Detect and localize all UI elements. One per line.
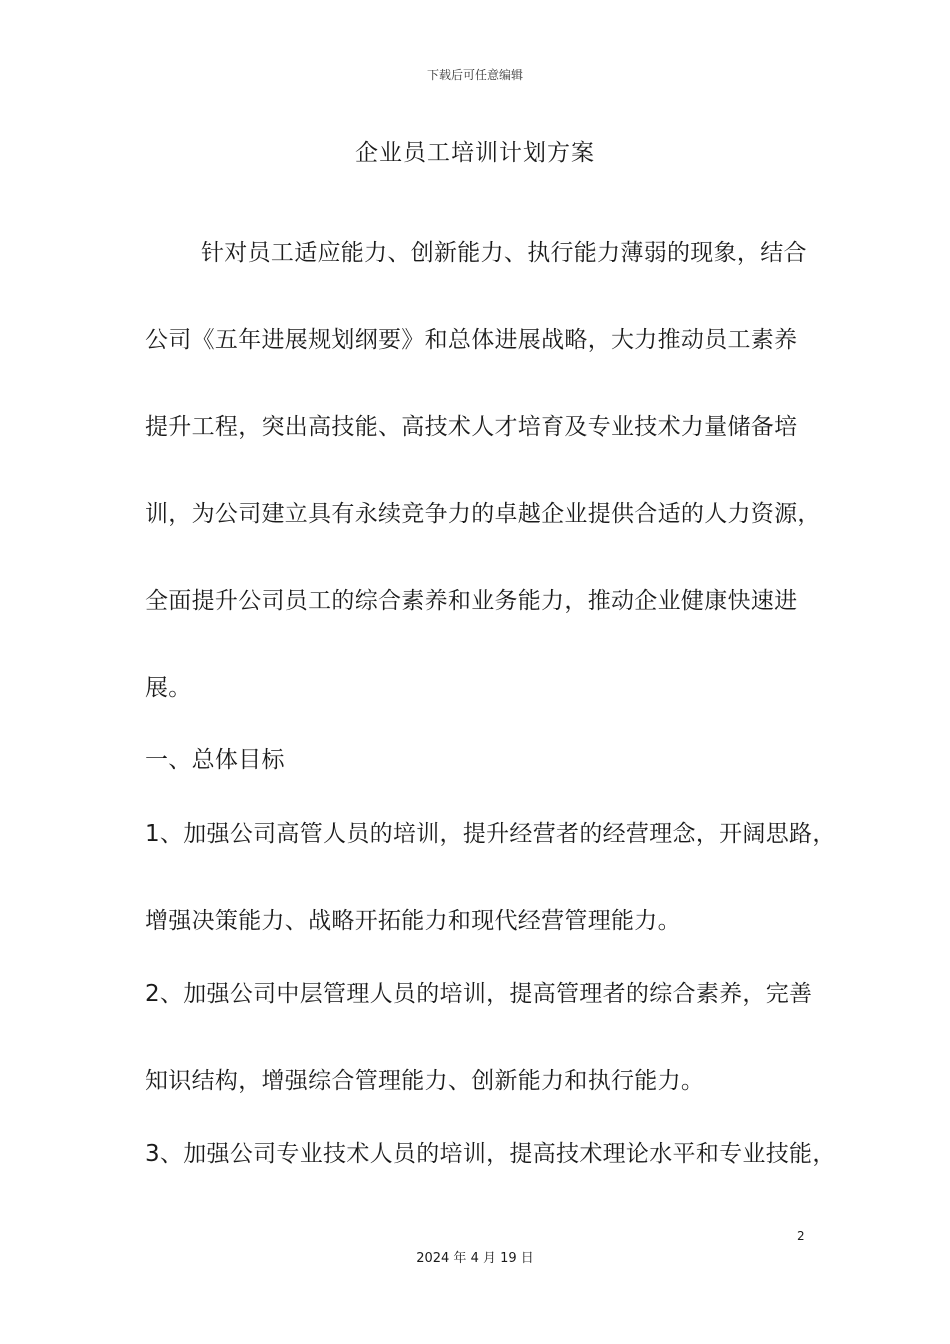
page-number: 2 — [797, 1229, 805, 1243]
page-header-note: 下载后可任意编辑 — [426, 68, 523, 82]
list-item-line: 3、加强公司专业技术人员的培训，提高技术理论水平和专业技能， — [145, 1141, 836, 1167]
paragraph-line: 全面提升公司员工的综合素养和业务能力，推动企业健康快速进 — [145, 588, 798, 614]
page-date: 2024 年 4 月 19 日 — [416, 1251, 534, 1266]
section-heading: 一、总体目标 — [145, 747, 285, 773]
list-item-line: 增强决策能力、战略开拓能力和现代经营管理能力。 — [145, 908, 681, 934]
paragraph-line: 训，为公司建立具有永续竞争力的卓越企业提供合适的人力资源， — [145, 501, 821, 527]
paragraph-line: 公司《五年进展规划纲要》和总体进展战略，大力推动员工素养 — [145, 327, 798, 353]
document-title: 企业员工培训计划方案 — [355, 140, 595, 166]
list-item-line: 知识结构，增强综合管理能力、创新能力和执行能力。 — [145, 1068, 705, 1094]
paragraph-line: 展。 — [145, 675, 192, 701]
paragraph-line: 提升工程，突出高技能、高技术人才培育及专业技术力量储备培 — [145, 414, 798, 440]
paragraph-line: 针对员工适应能力、创新能力、执行能力薄弱的现象，结合 — [201, 240, 807, 266]
list-item-line: 2、加强公司中层管理人员的培训，提高管理者的综合素养，完善 — [145, 981, 813, 1007]
list-item-line: 1、加强公司高管人员的培训，提升经营者的经营理念，开阔思路， — [145, 821, 836, 847]
